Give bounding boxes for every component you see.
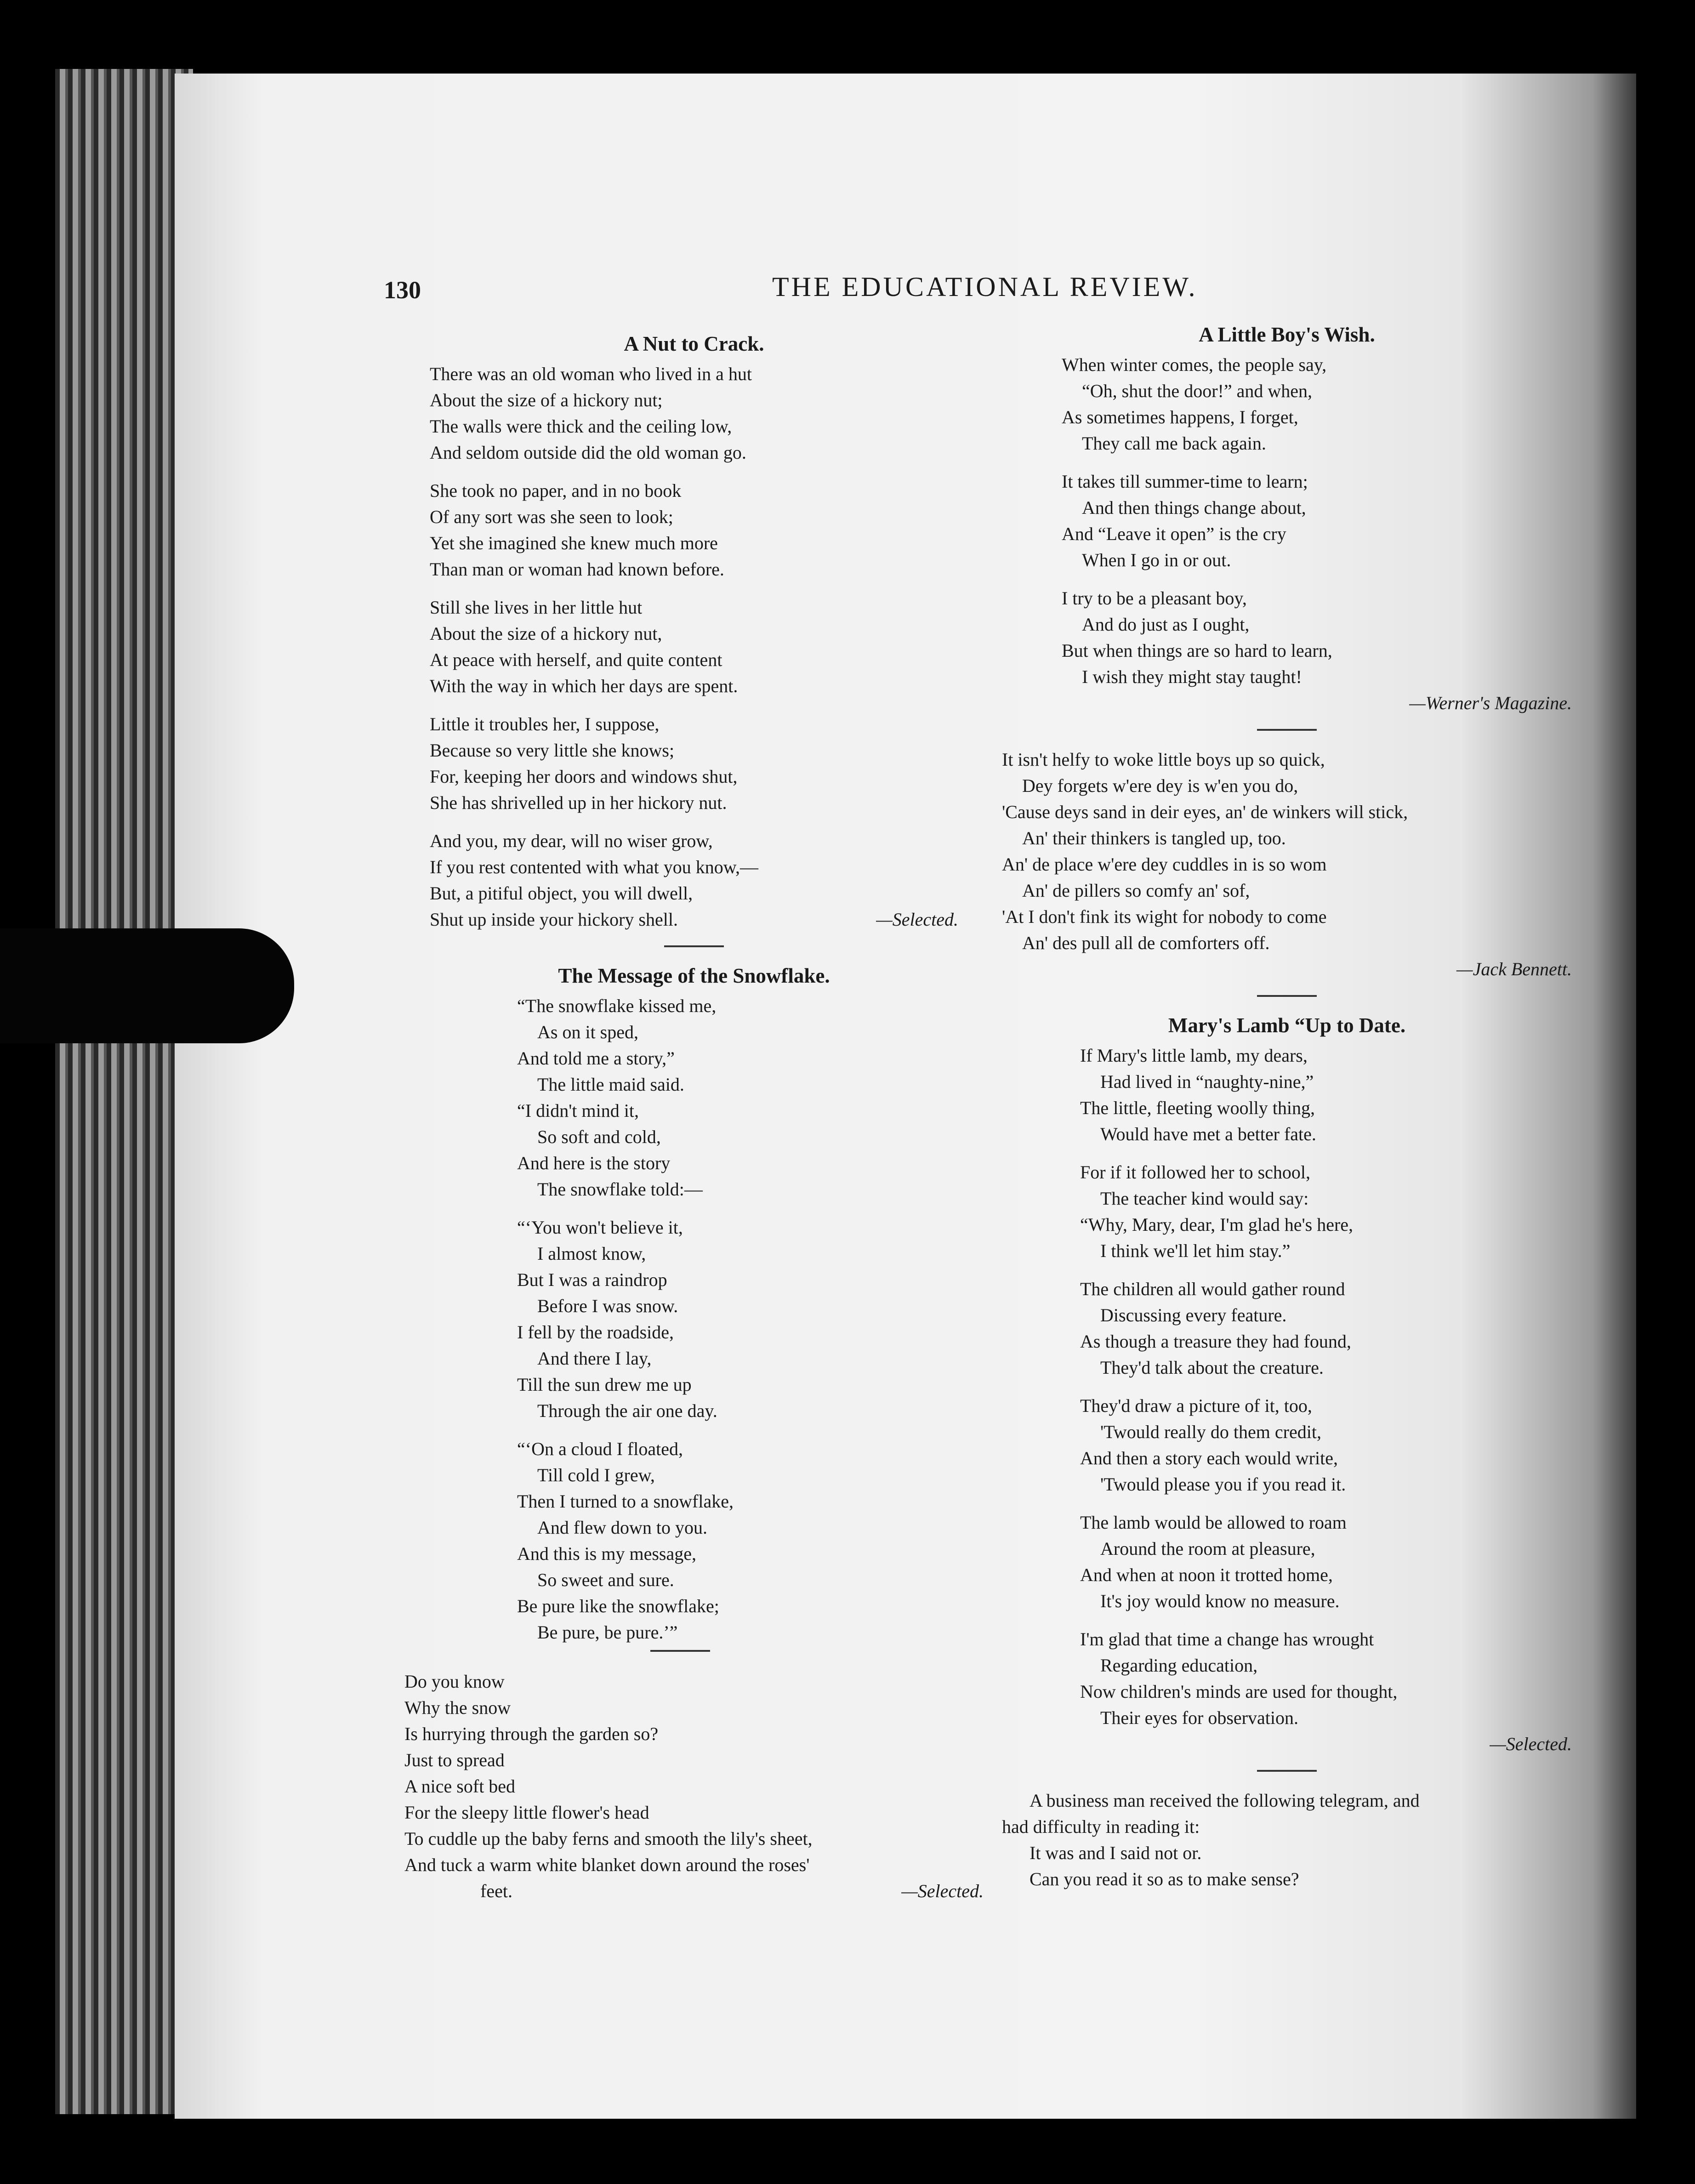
page-number: 130: [384, 276, 421, 304]
poem-line: The teacher kind would say:: [1100, 1188, 1309, 1209]
poem-title: A Little Boy's Wish.: [1199, 323, 1375, 346]
poem-line: And tuck a warm white blanket down around the roses': [404, 1854, 810, 1875]
poem-line: It's joy would know no measure.: [1100, 1591, 1340, 1611]
note-line: Can you read it so as to make sense?: [1030, 1869, 1299, 1889]
poem-line: An' des pull all de comforters off.: [1022, 933, 1270, 953]
poem-title: Mary's Lamb “Up to Date.: [1168, 1014, 1406, 1037]
stanza: [1080, 1626, 1572, 1731]
poem-body: [1002, 1042, 1572, 1731]
stanza: [1062, 585, 1572, 690]
poem-line: Why the snow: [404, 1697, 511, 1718]
poem-line: An' de place w'ere dey cuddles in is so wom: [1002, 854, 1327, 875]
poem-line: And seldom outside did the old woman go.: [430, 442, 746, 463]
note-line: A business man received the following telegram, and: [1030, 1790, 1420, 1811]
poem-line: “‘You won't believe it,: [517, 1217, 683, 1238]
poem-line: Would have met a better fate.: [1100, 1124, 1316, 1144]
attribution: —Selected.: [901, 1881, 984, 1901]
stanza: [517, 1436, 958, 1645]
stanza: [430, 594, 958, 699]
stanza: [430, 828, 958, 933]
left-column: [430, 331, 958, 1652]
stanza: [1080, 1393, 1572, 1497]
section-divider: [1257, 1770, 1317, 1772]
poem-line: And do just as I ought,: [1082, 614, 1250, 635]
poem-line: Is hurrying through the garden so?: [404, 1723, 659, 1744]
stanza: [430, 478, 958, 582]
poem-line: The lamb would be allowed to roam: [1080, 1512, 1347, 1533]
book-page-edges: [55, 69, 193, 2114]
stanza: [1080, 1042, 1572, 1147]
attribution: —Selected.: [876, 909, 958, 930]
poem-line: Dey forgets w'ere dey is w'en you do,: [1022, 775, 1298, 796]
section-divider: [664, 945, 724, 947]
poem-line: 'At I don't fink its wight for nobody to come: [1002, 906, 1327, 927]
poem-line: And this is my message,: [517, 1543, 696, 1564]
poem-line: The little, fleeting woolly thing,: [1080, 1098, 1315, 1118]
section-divider: [1257, 729, 1317, 731]
poem-line: Because so very little she knows;: [430, 740, 675, 761]
poem-line: There was an old woman who lived in a hut: [430, 364, 752, 384]
poem-line: Little it troubles her, I suppose,: [430, 714, 660, 734]
section-divider: [650, 1650, 710, 1652]
attribution: —Werner's Magazine.: [1409, 693, 1572, 713]
poem-line: Still she lives in her little hut: [430, 597, 643, 618]
poem-line: And then things change about,: [1082, 497, 1306, 518]
poem-line: “The snowflake kissed me,: [517, 995, 717, 1016]
poem-line: When I go in or out.: [1082, 550, 1231, 570]
poem-line: I fell by the roadside,: [517, 1322, 674, 1342]
stanza: [1080, 1159, 1572, 1264]
poem-title: A Nut to Crack.: [624, 332, 764, 355]
poem-line: I think we'll let him stay.”: [1100, 1240, 1291, 1261]
poem-line: So soft and cold,: [537, 1126, 661, 1147]
thumb-shadow: [0, 928, 294, 1043]
telegram-note: [1002, 1787, 1572, 1892]
note-line: It was and I said not or.: [1030, 1843, 1202, 1863]
poem-line: I wish they might stay taught!: [1082, 666, 1302, 687]
poem-line: [430, 906, 958, 933]
poem-line: Their eyes for observation.: [1100, 1707, 1298, 1728]
poem-line: I try to be a pleasant boy,: [1062, 588, 1247, 609]
poem-line: Around the room at pleasure,: [1100, 1538, 1315, 1559]
poem-line: I'm glad that time a change has wrought: [1080, 1629, 1374, 1649]
poem-line: To cuddle up the baby ferns and smooth the lily's sheet,: [404, 1828, 813, 1849]
section-divider: [1257, 995, 1317, 997]
poem-line: As sometimes happens, I forget,: [1062, 407, 1298, 427]
stanza: [1080, 1509, 1572, 1614]
poem-line: 'Cause deys sand in deir eyes, an' de winkers will stick,: [1002, 802, 1408, 822]
poem-line: “‘On a cloud I floated,: [517, 1439, 683, 1459]
poem-line: Through the air one day.: [537, 1400, 717, 1421]
poem-line: The walls were thick and the ceiling low,: [430, 416, 732, 437]
stanza: [1062, 468, 1572, 573]
poem-line: And told me a story,”: [517, 1048, 675, 1069]
poem-do-you-know: [404, 1668, 984, 1904]
stanza: [1062, 352, 1572, 456]
right-column: [1002, 322, 1572, 1892]
poem-line: I almost know,: [537, 1243, 646, 1264]
poem-line: An' their thinkers is tangled up, too.: [1022, 828, 1286, 848]
poem-line: A nice soft bed: [404, 1776, 516, 1797]
poem-body: [1002, 352, 1572, 690]
poem-line: Than man or woman had known before.: [430, 559, 724, 580]
poem-line: Then I turned to a snowflake,: [517, 1491, 734, 1512]
poem-line: They call me back again.: [1082, 433, 1266, 454]
poem-line: They'd talk about the creature.: [1100, 1357, 1324, 1378]
poem-line: “I didn't mind it,: [517, 1100, 639, 1121]
poem-body: [1002, 746, 1572, 956]
poem-line: 'Twould really do them credit,: [1100, 1422, 1321, 1442]
poem-line: Regarding education,: [1100, 1655, 1258, 1676]
note-line: had difficulty in reading it:: [1002, 1816, 1200, 1837]
poem-line: Just to spread: [404, 1750, 505, 1770]
poem-line: For, keeping her doors and windows shut,: [430, 766, 738, 787]
poem-line: Yet she imagined she knew much more: [430, 533, 718, 553]
poem-line: Do you know: [404, 1671, 505, 1692]
stanza: [517, 1214, 958, 1424]
poem-line: An' de pillers so comfy an' sof,: [1022, 880, 1250, 901]
poem-line: Discussing every feature.: [1100, 1305, 1287, 1325]
poem-line: And there I lay,: [537, 1348, 652, 1369]
poem-line: It isn't helfy to woke little boys up so quick,: [1002, 749, 1325, 770]
poem-line: 'Twould please you if you read it.: [1100, 1474, 1346, 1495]
poem-line: The snowflake told:—: [537, 1179, 703, 1200]
poem-line: As on it sped,: [537, 1022, 638, 1042]
poem-line: About the size of a hickory nut,: [430, 623, 662, 644]
poem-line: And you, my dear, will no wiser grow,: [430, 830, 713, 851]
poem-line: Of any sort was she seen to look;: [430, 506, 673, 527]
poem-line: Before I was snow.: [537, 1296, 678, 1316]
poem-line: And flew down to you.: [537, 1517, 707, 1538]
poem-line: She has shrivelled up in her hickory nut.: [430, 792, 727, 813]
poem-line: And then a story each would write,: [1080, 1448, 1338, 1468]
poem-line: [404, 1878, 984, 1904]
stanza: [430, 711, 958, 816]
poem-body: [430, 993, 958, 1645]
attribution: —Jack Bennett.: [1456, 959, 1572, 979]
poem-line: But, a pitiful object, you will dwell,: [430, 883, 693, 904]
stanza: [1080, 1276, 1572, 1381]
poem-line-text: feet.: [480, 1881, 512, 1901]
poem-line: And here is the story: [517, 1153, 671, 1173]
poem-line: So sweet and sure.: [537, 1570, 674, 1590]
poem-line: They'd draw a picture of it, too,: [1080, 1395, 1312, 1416]
poem-line: It takes till summer-time to learn;: [1062, 471, 1308, 492]
poem-line: Had lived in “naughty-nine,”: [1100, 1071, 1314, 1092]
poem-line: Till the sun drew me up: [517, 1374, 692, 1395]
poem-line: Now children's minds are used for thought,: [1080, 1681, 1398, 1702]
poem-line: “Why, Mary, dear, I'm glad he's here,: [1080, 1214, 1354, 1235]
poem-line: With the way in which her days are spent.: [430, 676, 738, 696]
poem-line: For if it followed her to school,: [1080, 1162, 1311, 1183]
poem-line: But when things are so hard to learn,: [1062, 640, 1332, 661]
stanza: [430, 361, 958, 466]
poem-line: Be pure like the snowflake;: [517, 1596, 719, 1616]
attribution: —Selected.: [1490, 1734, 1572, 1754]
poem-line: The little maid said.: [537, 1074, 684, 1095]
poem-line: The children all would gather round: [1080, 1279, 1345, 1299]
poem-line: At peace with herself, and quite content: [430, 649, 722, 670]
poem-line: “Oh, shut the door!” and when,: [1082, 381, 1312, 401]
poem-line: Be pure, be pure.’”: [537, 1622, 678, 1643]
running-head: THE EDUCATIONAL REVIEW.: [772, 272, 1198, 302]
poem-line: And “Leave it open” is the cry: [1062, 523, 1286, 544]
poem-line: She took no paper, and in no book: [430, 480, 682, 501]
poem-line: For the sleepy little flower's head: [404, 1802, 649, 1823]
poem-line: When winter comes, the people say,: [1062, 354, 1327, 375]
poem-line: If Mary's little lamb, my dears,: [1080, 1045, 1308, 1066]
poem-line: And when at noon it trotted home,: [1080, 1564, 1333, 1585]
stanza: [517, 993, 958, 1202]
poem-line: About the size of a hickory nut;: [430, 390, 663, 410]
poem-line: Till cold I grew,: [537, 1465, 655, 1485]
poem-line-text: Shut up inside your hickory shell.: [430, 909, 678, 930]
poem-line: As though a treasure they had found,: [1080, 1331, 1351, 1352]
poem-title: The Message of the Snowflake.: [558, 964, 830, 987]
poem-line: But I was a raindrop: [517, 1269, 667, 1290]
poem-line: If you rest contented with what you know,—: [430, 857, 759, 877]
